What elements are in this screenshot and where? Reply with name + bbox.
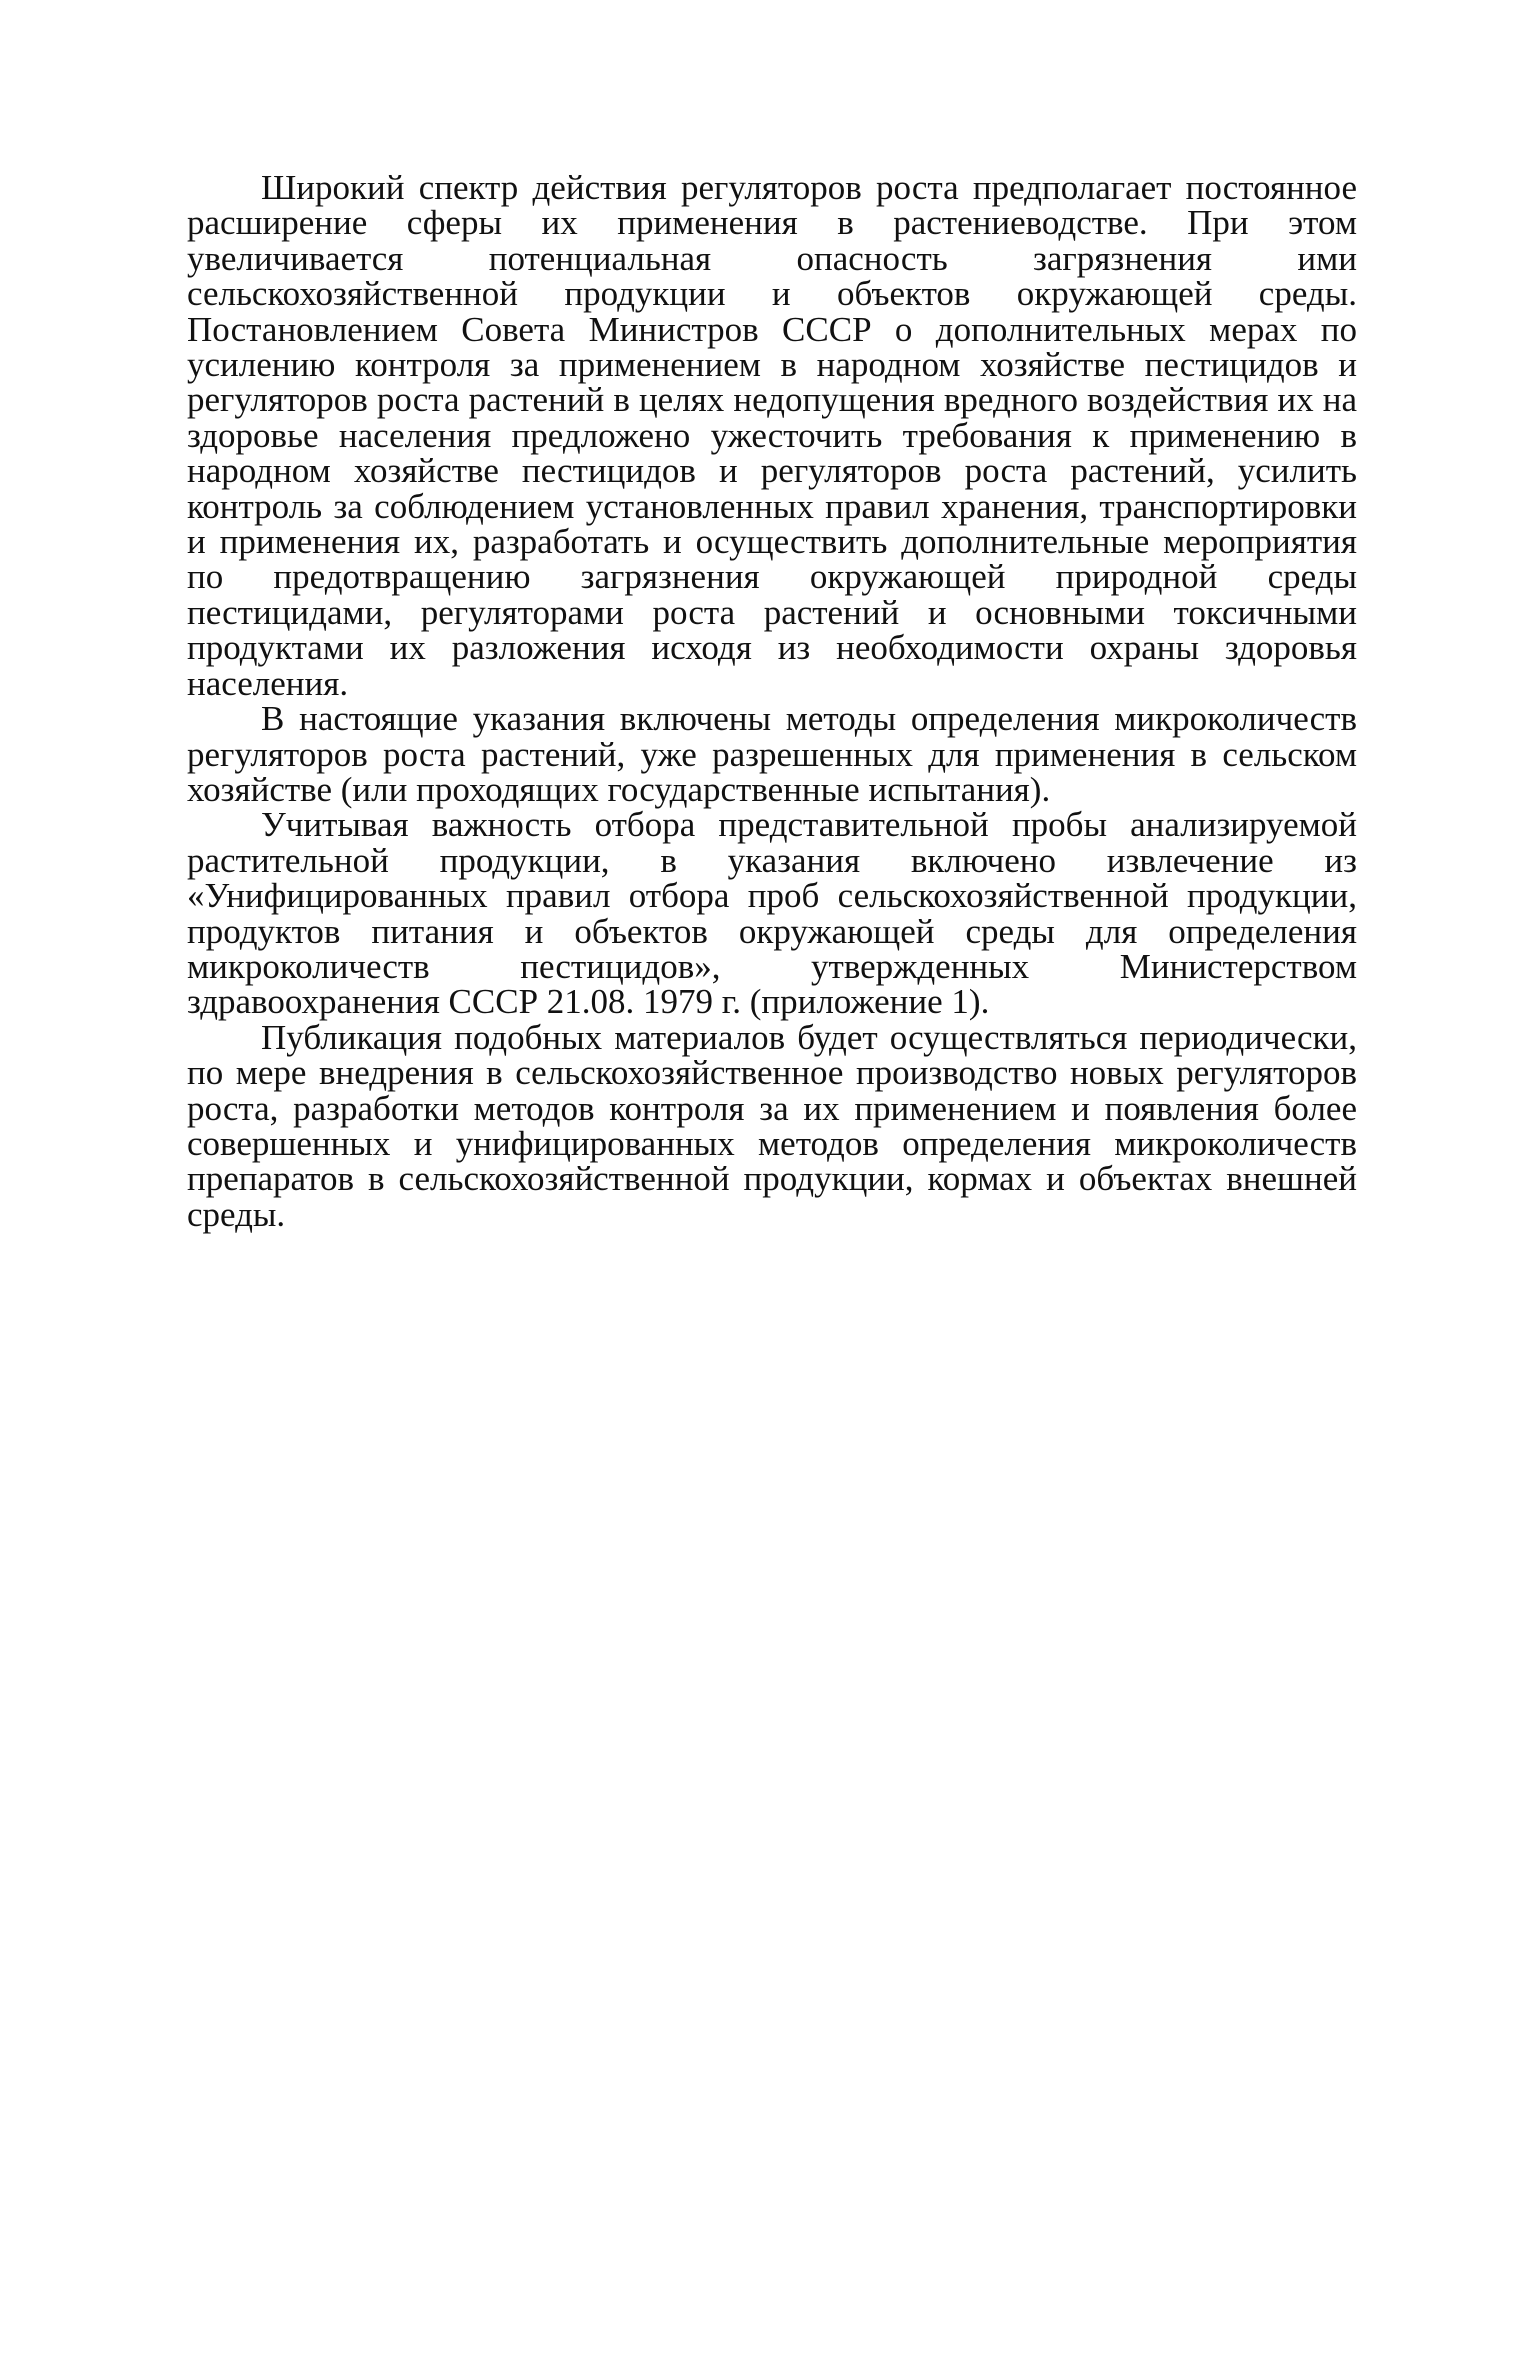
paragraph-3: Учитывая важность отбора представительной пробы анализируемой растительной продукции, в указания включено извлечение из «Унифицированных правил отбора проб сельскохозяйственной продукции, продуктов питания и объектов окружающей среды для определения микроколичеств пестицидов», утвержденных Министерством здравоохранения СССР 21.08. 1979 г. (приложение 1). <box>187 805 1357 1022</box>
body-text <box>187 170 1357 1232</box>
paragraph-4: Публикация подобных материалов будет осуществляться периодически, по мере внедрения в сельскохозяйственное производство новых регуляторов роста, разработки методов контроля за их применением и появления более совершенных и унифицированных методов определения микроколичеств препаратов в сельскохозяйственной продукции, кормах и объектах внешней среды. <box>187 1017 1357 1234</box>
paragraph-1: Широкий спектр действия регуляторов роста предполагает постоянное расширение сферы их применения в растениеводстве. При этом увеличивается потенциальная опасность загрязнения ими сельскохозяйственной продукции и объектов окружающей среды. Постановлением Совета Министров СССР о дополнительных мерах по усилению контроля за применением в народном хозяйстве пестицидов и регуляторов роста растений в целях недопущения вредного воздействия их на здоровье населения предложено ужесточить требования к применению в народном хозяйстве пестицидов и регуляторов роста растений, усилить контроль за соблюдением установленных правил хранения, транспортировки и применения их, разработать и осуществить дополнительные мероприятия по предотвращению загрязнения окружающей природной среды пестицидами, регуляторами роста растений и основными токсичными продуктами их разложения исходя из необходимости охраны здоровья населения. <box>187 168 1357 703</box>
paragraph-2: В настоящие указания включены методы определения микроколичеств регуляторов роста растений, уже разрешенных для применения в сельском хозяйстве (или проходящих государственные испытания). <box>187 699 1357 809</box>
